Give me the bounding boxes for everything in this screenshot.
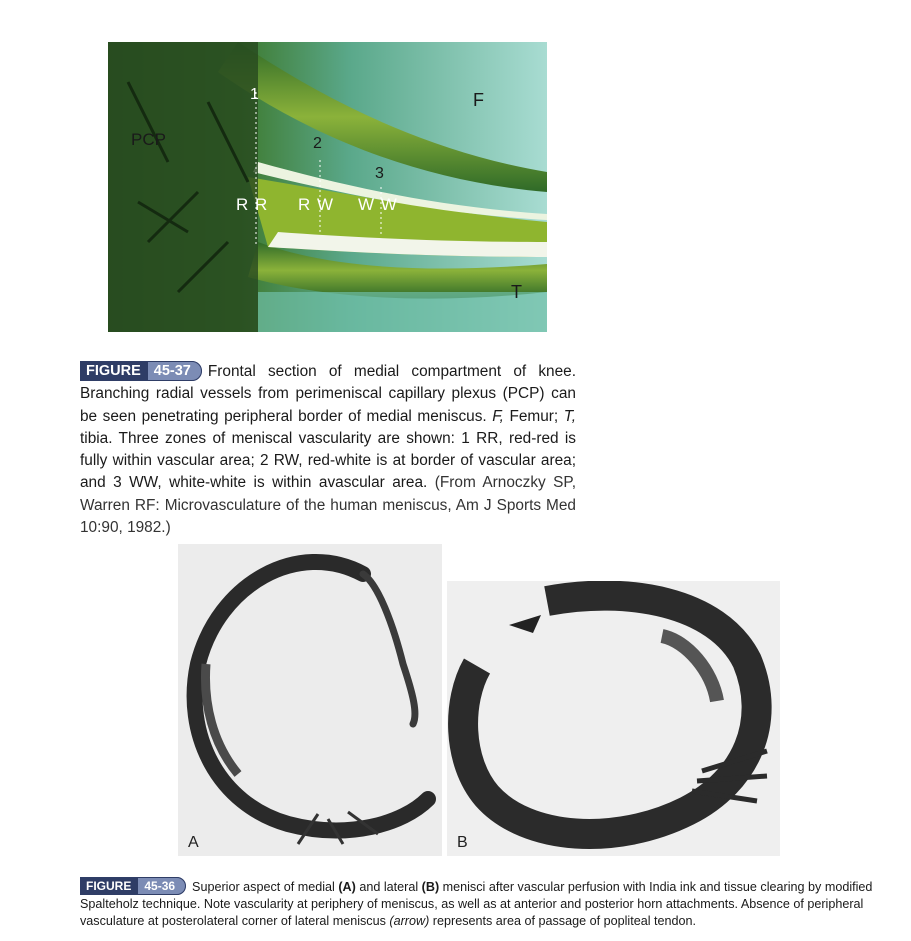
panel-b-label: B	[457, 834, 468, 851]
femur-label: F	[473, 90, 484, 110]
figure-45-36-caption	[80, 878, 883, 930]
femur-abbr: F,	[492, 407, 504, 425]
caption-text: menisci after vascular perfusion with India ink and tissue clearing by modified Spalteholz technique. Note vascularity at periphery of meniscus, as well as at anterior and posterior horn attachments. Absence of peripheral vasculature at posterolateral corner of lateral meniscus	[80, 880, 873, 928]
caption-text: and lateral	[355, 880, 422, 894]
panel-b-ref: (B)	[421, 880, 440, 894]
panel-a-ref: (A)	[338, 880, 356, 894]
figure-number: 45-36	[137, 877, 186, 895]
caption-text: represents area of passage of popliteal tendon.	[429, 914, 697, 928]
knee-frontal-section-photo	[108, 42, 547, 332]
zone-rr-label: R R	[236, 195, 269, 214]
zone-3-label: 3	[375, 165, 384, 182]
caption-text: tibia. Three zones of meniscal vascularity are shown: 1 RR, red-red is fully within vascular area; 2 RW, red-white is at border of vascular area; and 3 WW, white-white is within avascular area.	[80, 429, 576, 492]
zone-ww-label: W W	[358, 195, 398, 214]
pcp-label: PCP	[131, 130, 166, 149]
figure-word: FIGURE	[80, 361, 147, 381]
figure-number: 45-37	[147, 361, 202, 381]
medial-meniscus-illustration	[178, 544, 442, 856]
caption-text: Femur;	[503, 407, 564, 425]
zone-1-label: 1	[250, 86, 259, 103]
lateral-meniscus-illustration	[447, 581, 780, 856]
tibia-label: T	[511, 282, 522, 302]
caption-text: Frontal section of medial compartment of knee. Branching radial vessels from perimeniscal capillary plexus (PCP) can be seen penetrating peripheral border of medial meniscus.	[80, 363, 576, 425]
lateral-meniscus-photo	[447, 581, 780, 856]
panel-a-label: A	[188, 834, 199, 851]
figure-label	[80, 360, 202, 382]
caption-text: Superior aspect of medial	[192, 880, 339, 894]
arrow-ref: (arrow)	[389, 914, 430, 928]
figure-word: FIGURE	[80, 877, 137, 895]
zone-2-label: 2	[313, 135, 322, 152]
medial-meniscus-photo	[178, 544, 442, 856]
caption-source: (From Arnoczky SP, Warren RF: Microvasculature of the human meniscus, Am J Sports Med 10:90, 1982.)	[80, 474, 576, 537]
tibia-abbr: T,	[563, 407, 576, 425]
zone-rw-label: R W	[298, 195, 335, 214]
knee-section-illustration	[108, 42, 547, 332]
figure-label	[80, 878, 186, 895]
figure-45-37-caption	[80, 360, 576, 539]
